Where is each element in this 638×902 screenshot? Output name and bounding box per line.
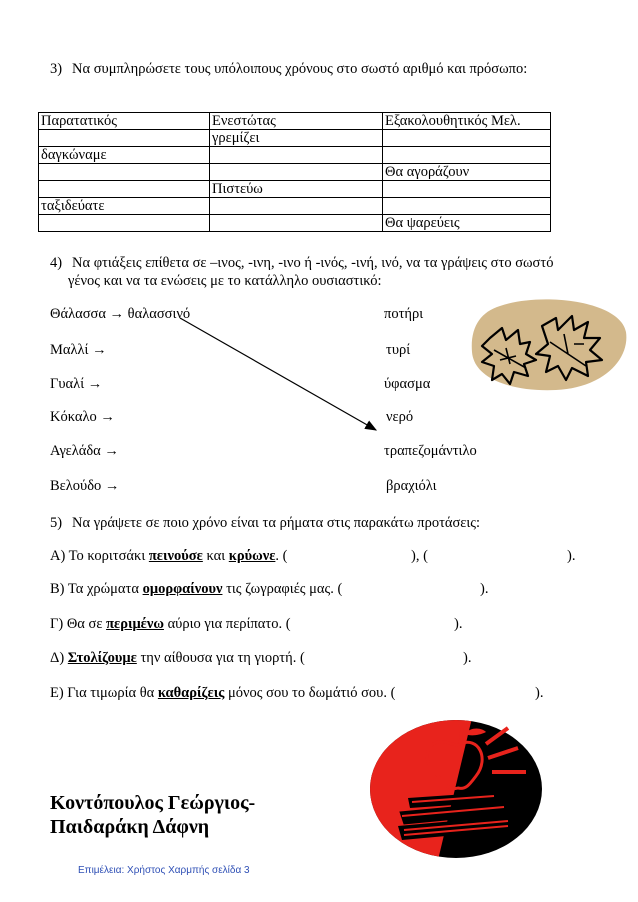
right-word-1: ποτήρι	[384, 306, 424, 322]
right-word-6: βραχιόλι	[386, 478, 437, 494]
left-word-4: Κόκαλο →	[50, 409, 115, 425]
q4-number: 4)	[50, 255, 63, 271]
q4-instruction-line2: γένος και να τα ενώσεις με το κατάλληλο ουσιαστικό:	[68, 273, 382, 289]
header-present: Ενεστώτας	[210, 113, 383, 130]
verb-omorfainoun: ομορφαίνουν	[142, 581, 223, 597]
page-footer: Επιμέλεια: Χρήστος Χαρμπής σελίδα 3	[78, 865, 250, 876]
authors-line2: Παιδαράκη Δάφνη	[50, 816, 210, 838]
verb-peinouse: πεινούσε	[148, 548, 203, 564]
table-cell[interactable]: Θα αγοράζουν	[383, 164, 551, 181]
header-continuous-future: Εξακολουθητικός Μελ.	[383, 113, 551, 130]
left-word-6: Βελούδο →	[50, 478, 120, 494]
q5-number: 5)	[50, 515, 63, 531]
q3-number: 3)	[50, 61, 63, 77]
header-imperfect: Παρατατικός	[39, 113, 210, 130]
sentence-a-middle: και	[202, 548, 229, 564]
autumn-leaves-clipart	[470, 298, 628, 394]
sentence-a-end: . (	[275, 548, 288, 564]
sentence-e-start: Ε) Για τιμωρία θα	[50, 685, 158, 701]
right-word-5: τραπεζομάντιλο	[384, 443, 477, 459]
q4-text-line1: Να φτιάξεις επίθετα σε –ινος, -ινη, -ινο ή -ινός, -ινή, ινό, να τα γράψεις στο σωστό	[72, 255, 554, 271]
sentence-b-end: τις ζωγραφιές μας. (	[222, 581, 343, 597]
table-cell[interactable]: ταξιδεύατε	[39, 198, 210, 215]
apple-books-clipart	[368, 718, 544, 860]
answer-d-close: ).	[463, 650, 472, 666]
q3-text: Να συμπληρώσετε τους υπόλοιπους χρόνους στο σωστό αριθμό και πρόσωπο:	[72, 61, 528, 77]
sentence-c-start: Γ) Θα σε	[50, 616, 107, 632]
sentence-c-end: αύριο για περίπατο. (	[163, 616, 291, 632]
answer-a1-close: ), (	[411, 548, 428, 564]
left-word-1: Θάλασσα → θαλασσινό	[50, 306, 191, 322]
right-word-4: νερό	[386, 409, 414, 425]
left-word-3: Γυαλί →	[50, 376, 103, 392]
q5-instruction	[50, 515, 480, 532]
sentence-e-end: μόνος σου το δωμάτιό σου. (	[224, 685, 396, 701]
table-cell[interactable]: γρεμίζει	[210, 130, 383, 147]
sentence-e	[50, 685, 395, 702]
left-word-2: Μαλλί →	[50, 342, 107, 358]
sentence-d	[50, 650, 305, 667]
right-word-3: ύφασμα	[384, 376, 431, 392]
left-word-5: Αγελάδα →	[50, 443, 119, 459]
verb-stolizoume: Στολίζουμε	[67, 650, 137, 666]
sentence-a	[50, 548, 287, 565]
answer-e-close: ).	[535, 685, 544, 701]
right-word-2: τυρί	[386, 342, 411, 358]
q5-text: Να γράψετε σε ποιο χρόνο είναι τα ρήματα στις παρακάτω προτάσεις:	[72, 515, 481, 531]
answer-c-close: ).	[454, 616, 463, 632]
table-cell[interactable]: Πιστεύω	[210, 181, 383, 198]
sentence-d-start: Δ)	[50, 650, 68, 666]
answer-b-close: ).	[480, 581, 489, 597]
sentence-a-start: Α) Το κοριτσάκι	[50, 548, 149, 564]
verb-kryone: κρύωνε	[228, 548, 276, 564]
sentence-d-end: την αίθουσα για τη γιορτή. (	[136, 650, 305, 666]
sentence-c	[50, 616, 291, 633]
sentence-b-start: Β) Τα χρώματα	[50, 581, 143, 597]
table-cell[interactable]: Θα ψαρεύεις	[383, 215, 551, 232]
verb-perimeno: περιμένω	[106, 616, 164, 632]
verb-katharizeis: καθαρίζεις	[157, 685, 225, 701]
answer-a2-close: ).	[567, 548, 576, 564]
authors-line1: Κοντόπουλος Γεώργιος-	[50, 792, 256, 814]
table-cell[interactable]: δαγκώναμε	[39, 147, 210, 164]
sentence-b	[50, 581, 342, 598]
